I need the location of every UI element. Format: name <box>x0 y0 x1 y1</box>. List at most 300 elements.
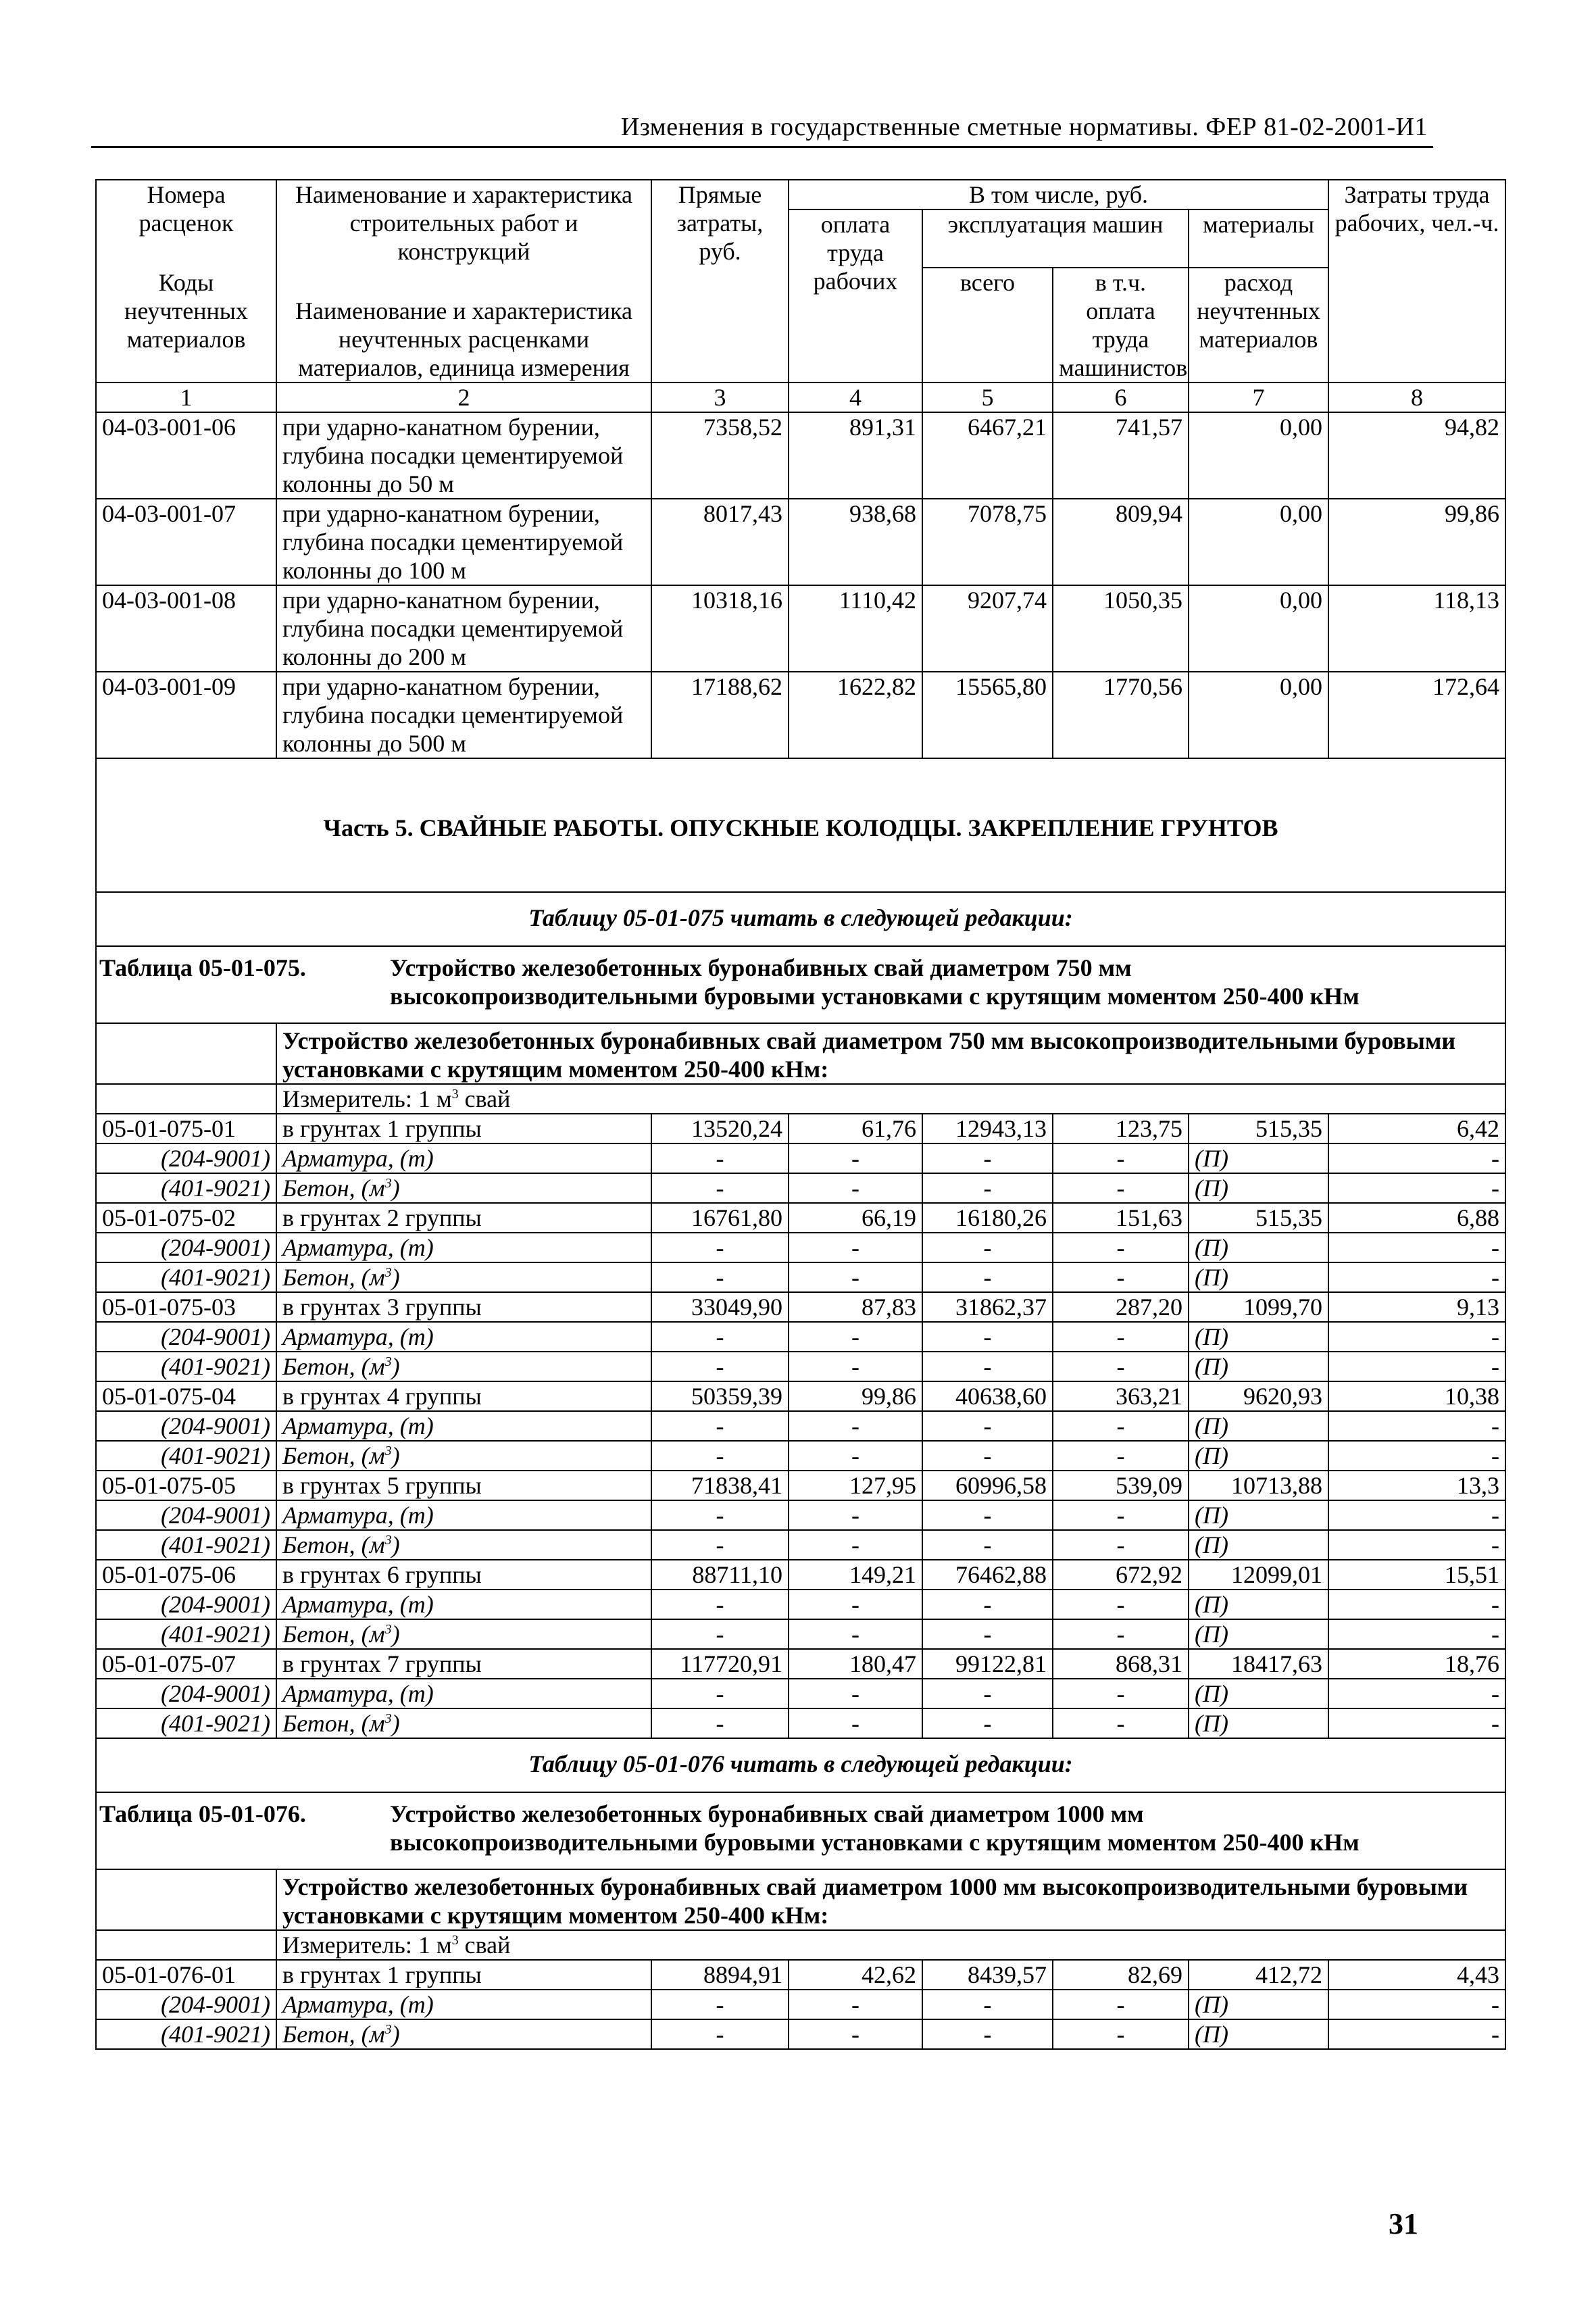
material-code: (401-9021) <box>96 1530 276 1560</box>
dash-cell: - <box>1053 1530 1189 1560</box>
material-resource: (П) <box>1189 1173 1328 1203</box>
work-description: в грунтах 4 группы <box>276 1381 651 1411</box>
dash-cell: - <box>922 2019 1053 2049</box>
material-name-text: Бетон, (м <box>282 1353 385 1380</box>
material-code: (204-9001) <box>96 1590 276 1619</box>
material-name-text: Бетон, (м <box>282 1621 385 1648</box>
direct-cost: 50359,39 <box>651 1381 789 1411</box>
materials-cost: 9620,93 <box>1189 1381 1328 1411</box>
material-resource: (П) <box>1189 1143 1328 1173</box>
dash-cell: - <box>789 1411 922 1441</box>
dash-cell: - <box>651 2019 789 2049</box>
part-title-row <box>96 758 1505 892</box>
dash-cell: - <box>651 1173 789 1203</box>
labor-hours: 6,88 <box>1328 1203 1505 1233</box>
material-code: (401-9021) <box>96 1619 276 1649</box>
material-code: (401-9021) <box>96 1352 276 1381</box>
dash-cell: - <box>1053 1173 1189 1203</box>
material-resource: (П) <box>1189 1708 1328 1738</box>
machinist-pay: 1050,35 <box>1053 585 1189 672</box>
labor-hours: 10,38 <box>1328 1381 1505 1411</box>
materials-cost: 0,00 <box>1189 499 1328 585</box>
redaction-note: Таблицу 05-01-076 читать в следующей редакции: <box>96 1738 1505 1792</box>
dash-cell: - <box>922 1990 1053 2019</box>
material-name <box>276 1143 651 1173</box>
material-name-text: Арматура, (т) <box>282 1234 434 1261</box>
material-name <box>276 1352 651 1381</box>
col-number: 3 <box>651 383 789 412</box>
material-row <box>96 1441 1505 1471</box>
dash-cell: - <box>1328 1352 1505 1381</box>
dash-cell: - <box>922 1411 1053 1441</box>
table-title-text: Устройство железобетонных буронабивных свай диаметром 750 мм высокопроизводительными буровыми установками с крутящим моментом 250-400 кНм <box>390 954 1360 1010</box>
material-name <box>276 1322 651 1352</box>
dash-cell: - <box>1053 1441 1189 1471</box>
table-row <box>96 1649 1505 1679</box>
dash-cell: - <box>922 1590 1053 1619</box>
header-names-cell: Наименование и характеристика строительных работ и конструкций Наименование и характеристика неучтенных расценками материалов, единица измерения <box>276 180 651 383</box>
material-unit-tail: ) <box>391 1621 400 1648</box>
material-resource: (П) <box>1189 2019 1328 2049</box>
labor-hours: 13,3 <box>1328 1471 1505 1500</box>
labor-hours: 99,86 <box>1328 499 1505 585</box>
material-unit-tail: ) <box>391 2021 400 2048</box>
work-description: при ударно-канатном бурении, глубина посадки цементируемой колонны до 50 м <box>276 412 651 499</box>
material-name <box>276 1619 651 1649</box>
material-unit-superscript: 3 <box>384 2022 392 2037</box>
dash-cell: - <box>1053 1708 1189 1738</box>
work-description: в грунтах 5 группы <box>276 1471 651 1500</box>
material-name <box>276 1990 651 2019</box>
dash-cell: - <box>1053 1411 1189 1441</box>
dash-cell: - <box>1328 1322 1505 1352</box>
material-resource: (П) <box>1189 1530 1328 1560</box>
machine-total: 15565,80 <box>922 672 1053 758</box>
dash-cell: - <box>789 1143 922 1173</box>
labor-pay: 127,95 <box>789 1471 922 1500</box>
rate-code: 04-03-001-09 <box>96 672 276 758</box>
dash-cell: - <box>789 1619 922 1649</box>
work-description: в грунтах 1 группы <box>276 1960 651 1990</box>
materials-cost: 515,35 <box>1189 1114 1328 1143</box>
material-code: (401-9021) <box>96 1708 276 1738</box>
direct-cost: 13520,24 <box>651 1114 789 1143</box>
material-row <box>96 2019 1505 2049</box>
material-unit-superscript: 3 <box>384 1444 392 1458</box>
col-number: 8 <box>1328 383 1505 412</box>
rate-code: 05-01-075-07 <box>96 1649 276 1679</box>
table-row <box>96 1960 1505 1990</box>
dash-cell: - <box>1328 1530 1505 1560</box>
machine-total: 8439,57 <box>922 1960 1053 1990</box>
direct-cost: 71838,41 <box>651 1471 789 1500</box>
material-name-text: Бетон, (м <box>282 2021 385 2048</box>
material-name <box>276 1530 651 1560</box>
direct-cost: 8017,43 <box>651 499 789 585</box>
direct-cost: 7358,52 <box>651 412 789 499</box>
dash-cell: - <box>651 1500 789 1530</box>
work-description: в грунтах 1 группы <box>276 1114 651 1143</box>
empty-cell <box>96 1869 276 1930</box>
machine-total: 31862,37 <box>922 1292 1053 1322</box>
rate-code: 04-03-001-07 <box>96 499 276 585</box>
dash-cell: - <box>651 1679 789 1708</box>
table-row <box>96 1114 1505 1143</box>
table-row <box>96 672 1505 758</box>
material-unit-tail: ) <box>391 1175 400 1202</box>
table-title <box>96 946 1505 1023</box>
material-resource: (П) <box>1189 1590 1328 1619</box>
table-row <box>96 412 1505 499</box>
dash-cell: - <box>1328 1500 1505 1530</box>
labor-pay: 66,19 <box>789 1203 922 1233</box>
machine-total: 12943,13 <box>922 1114 1053 1143</box>
labor-hours: 172,64 <box>1328 672 1505 758</box>
dash-cell: - <box>789 1233 922 1262</box>
direct-cost: 88711,10 <box>651 1560 789 1590</box>
table-title-text: Устройство железобетонных буронабивных свай диаметром 1000 мм высокопроизводительными буровыми установками с крутящим моментом 250-400 кНм <box>390 1800 1360 1856</box>
material-row <box>96 1990 1505 2019</box>
material-code: (401-9021) <box>96 1441 276 1471</box>
measure-superscript: 3 <box>451 1933 459 1948</box>
rate-code: 05-01-075-05 <box>96 1471 276 1500</box>
material-name-text: Арматура, (т) <box>282 1323 434 1350</box>
material-resource: (П) <box>1189 1679 1328 1708</box>
empty-cell <box>96 1930 276 1960</box>
material-resource: (П) <box>1189 1500 1328 1530</box>
rates-table <box>95 179 1506 2050</box>
dash-cell: - <box>789 1990 922 2019</box>
group-description: Устройство железобетонных буронабивных свай диаметром 750 мм высокопроизводительными буровыми установками с крутящим моментом 250-400 кНм: <box>276 1023 1505 1084</box>
machine-total: 6467,21 <box>922 412 1053 499</box>
material-code: (204-9001) <box>96 1322 276 1352</box>
labor-hours: 118,13 <box>1328 585 1505 672</box>
work-description: при ударно-канатном бурении, глубина посадки цементируемой колонны до 100 м <box>276 499 651 585</box>
dash-cell: - <box>922 1322 1053 1352</box>
material-row <box>96 1590 1505 1619</box>
material-unit-tail: ) <box>391 1531 400 1558</box>
part-title: Часть 5. СВАЙНЫЕ РАБОТЫ. ОПУСКНЫЕ КОЛОДЦЫ. ЗАКРЕПЛЕНИЕ ГРУНТОВ <box>96 758 1505 892</box>
material-row <box>96 1500 1505 1530</box>
dash-cell: - <box>922 1619 1053 1649</box>
rate-code: 05-01-075-01 <box>96 1114 276 1143</box>
machinist-pay: 1770,56 <box>1053 672 1189 758</box>
material-unit-superscript: 3 <box>384 1711 392 1726</box>
materials-cost: 412,72 <box>1189 1960 1328 1990</box>
material-resource: (П) <box>1189 1233 1328 1262</box>
dash-cell: - <box>1328 1619 1505 1649</box>
table-title-row <box>96 1792 1505 1869</box>
labor-hours: 15,51 <box>1328 1560 1505 1590</box>
dash-cell: - <box>922 1143 1053 1173</box>
dash-cell: - <box>1328 1233 1505 1262</box>
dash-cell: - <box>922 1352 1053 1381</box>
material-row <box>96 1679 1505 1708</box>
direct-cost: 10318,16 <box>651 585 789 672</box>
labor-pay: 87,83 <box>789 1292 922 1322</box>
rate-code: 05-01-076-01 <box>96 1960 276 1990</box>
labor-hours: 9,13 <box>1328 1292 1505 1322</box>
table-row <box>96 585 1505 672</box>
labor-hours: 6,42 <box>1328 1114 1505 1143</box>
dash-cell: - <box>1328 1990 1505 2019</box>
dash-cell: - <box>789 1173 922 1203</box>
header-machine-use: эксплуатация машин <box>922 210 1189 268</box>
material-name <box>276 1679 651 1708</box>
material-unit-tail: ) <box>391 1353 400 1380</box>
measure-text: Измеритель: 1 м <box>282 1931 452 1959</box>
rate-code: 05-01-075-03 <box>96 1292 276 1322</box>
material-unit-superscript: 3 <box>384 1622 392 1637</box>
labor-pay: 99,86 <box>789 1381 922 1411</box>
table-row <box>96 1203 1505 1233</box>
header-text: Изменения в государственные сметные нормативы. ФЕР 81-02-2001-И1 <box>620 113 1428 141</box>
header-direct-costs: Прямые затраты, руб. <box>651 180 789 383</box>
dash-cell: - <box>651 1590 789 1619</box>
dash-cell: - <box>1328 1679 1505 1708</box>
dash-cell: - <box>789 1590 922 1619</box>
machinist-pay: 123,75 <box>1053 1114 1189 1143</box>
redaction-note-row <box>96 1738 1505 1792</box>
dash-cell: - <box>651 1352 789 1381</box>
direct-cost: 33049,90 <box>651 1292 789 1322</box>
measure-tail: свай <box>458 1931 511 1959</box>
dash-cell: - <box>789 1530 922 1560</box>
dash-cell: - <box>922 1500 1053 1530</box>
redaction-note: Таблицу 05-01-075 читать в следующей редакции: <box>96 892 1505 946</box>
work-description: при ударно-канатном бурении, глубина посадки цементируемой колонны до 200 м <box>276 585 651 672</box>
dash-cell: - <box>789 1679 922 1708</box>
dash-cell: - <box>1328 1173 1505 1203</box>
material-row <box>96 1352 1505 1381</box>
dash-cell: - <box>651 1233 789 1262</box>
material-name-text: Арматура, (т) <box>282 1680 434 1707</box>
materials-cost: 1099,70 <box>1189 1292 1328 1322</box>
dash-cell: - <box>922 1233 1053 1262</box>
dash-cell: - <box>789 1352 922 1381</box>
empty-cell <box>96 1084 276 1114</box>
dash-cell: - <box>922 1530 1053 1560</box>
dash-cell: - <box>1053 1590 1189 1619</box>
direct-cost: 16761,80 <box>651 1203 789 1233</box>
machinist-pay: 809,94 <box>1053 499 1189 585</box>
header-labor-cost: Затраты труда рабочих, чел.-ч. <box>1328 180 1505 383</box>
material-unit-superscript: 3 <box>384 1265 392 1280</box>
dash-cell: - <box>1328 1708 1505 1738</box>
material-code: (401-9021) <box>96 1262 276 1292</box>
group-row <box>96 1869 1505 1930</box>
page-header <box>91 107 1433 148</box>
direct-cost: 17188,62 <box>651 672 789 758</box>
header-machinist-pay: в т.ч. оплата труда машинистов <box>1053 268 1189 383</box>
material-name <box>276 1500 651 1530</box>
header-total: всего <box>922 268 1053 383</box>
dash-cell: - <box>1328 1411 1505 1441</box>
machine-total: 16180,26 <box>922 1203 1053 1233</box>
materials-cost: 10713,88 <box>1189 1471 1328 1500</box>
header-materials: материалы <box>1189 210 1328 268</box>
material-name-text: Арматура, (т) <box>282 1591 434 1618</box>
machinist-pay: 539,09 <box>1053 1471 1189 1500</box>
materials-cost: 515,35 <box>1189 1203 1328 1233</box>
material-code: (204-9001) <box>96 1233 276 1262</box>
machine-total: 76462,88 <box>922 1560 1053 1590</box>
materials-cost: 0,00 <box>1189 412 1328 499</box>
material-code: (204-9001) <box>96 1500 276 1530</box>
dash-cell: - <box>1053 2019 1189 2049</box>
table-title <box>96 1792 1505 1869</box>
table-row <box>96 1381 1505 1411</box>
machinist-pay: 82,69 <box>1053 1960 1189 1990</box>
group-row <box>96 1023 1505 1084</box>
dash-cell: - <box>922 1262 1053 1292</box>
material-code: (204-9001) <box>96 1990 276 2019</box>
machinist-pay: 741,57 <box>1053 412 1189 499</box>
dash-cell: - <box>651 1530 789 1560</box>
dash-cell: - <box>1328 1262 1505 1292</box>
materials-cost: 12099,01 <box>1189 1560 1328 1590</box>
dash-cell: - <box>789 1322 922 1352</box>
dash-cell: - <box>651 1322 789 1352</box>
rate-code: 05-01-075-06 <box>96 1560 276 1590</box>
dash-cell: - <box>1053 1352 1189 1381</box>
labor-hours: 4,43 <box>1328 1960 1505 1990</box>
material-row <box>96 1708 1505 1738</box>
material-name <box>276 1173 651 1203</box>
material-row <box>96 1530 1505 1560</box>
table-title-row <box>96 946 1505 1023</box>
material-name <box>276 1262 651 1292</box>
dash-cell: - <box>922 1441 1053 1471</box>
material-resource: (П) <box>1189 1619 1328 1649</box>
dash-cell: - <box>1053 1619 1189 1649</box>
dash-cell: - <box>789 2019 922 2049</box>
material-code: (204-9001) <box>96 1143 276 1173</box>
material-code: (401-9021) <box>96 1173 276 1203</box>
measure-superscript: 3 <box>451 1087 459 1102</box>
dash-cell: - <box>1053 1262 1189 1292</box>
dash-cell: - <box>1053 1679 1189 1708</box>
machinist-pay: 868,31 <box>1053 1649 1189 1679</box>
material-code: (204-9001) <box>96 1679 276 1708</box>
dash-cell: - <box>651 1708 789 1738</box>
rate-code: 04-03-001-08 <box>96 585 276 672</box>
measure-unit <box>276 1930 1505 1960</box>
dash-cell: - <box>651 1619 789 1649</box>
material-name <box>276 1411 651 1441</box>
dash-cell: - <box>1053 1990 1189 2019</box>
material-resource: (П) <box>1189 1441 1328 1471</box>
header-codes-cell: Номера расценок Коды неучтенных материалов <box>96 180 276 383</box>
material-name-text: Бетон, (м <box>282 1531 385 1558</box>
material-name-text: Бетон, (м <box>282 1442 385 1469</box>
material-name-text: Арматура, (т) <box>282 1502 434 1529</box>
dash-cell: - <box>789 1708 922 1738</box>
material-name-text: Арматура, (т) <box>282 1412 434 1439</box>
material-resource: (П) <box>1189 1990 1328 2019</box>
machine-total: 9207,74 <box>922 585 1053 672</box>
labor-hours: 18,76 <box>1328 1649 1505 1679</box>
material-row <box>96 1233 1505 1262</box>
col-number: 5 <box>922 383 1053 412</box>
machine-total: 60996,58 <box>922 1471 1053 1500</box>
material-row <box>96 1143 1505 1173</box>
table-row <box>96 499 1505 585</box>
direct-cost: 8894,91 <box>651 1960 789 1990</box>
rate-code: 05-01-075-04 <box>96 1381 276 1411</box>
material-name <box>276 1590 651 1619</box>
machine-total: 99122,81 <box>922 1649 1053 1679</box>
measure-unit <box>276 1084 1505 1114</box>
dash-cell: - <box>1328 2019 1505 2049</box>
labor-pay: 938,68 <box>789 499 922 585</box>
measure-row <box>96 1084 1505 1114</box>
material-resource: (П) <box>1189 1322 1328 1352</box>
material-unit-tail: ) <box>391 1442 400 1469</box>
material-resource: (П) <box>1189 1262 1328 1292</box>
material-resource: (П) <box>1189 1352 1328 1381</box>
dash-cell: - <box>651 1411 789 1441</box>
material-code: (204-9001) <box>96 1411 276 1441</box>
table-row <box>96 1560 1505 1590</box>
col-number: 7 <box>1189 383 1328 412</box>
table-row <box>96 1292 1505 1322</box>
material-unit-superscript: 3 <box>384 1533 392 1548</box>
labor-pay: 61,76 <box>789 1114 922 1143</box>
machinist-pay: 672,92 <box>1053 1560 1189 1590</box>
col-number: 4 <box>789 383 922 412</box>
dash-cell: - <box>922 1708 1053 1738</box>
material-unit-tail: ) <box>391 1710 400 1737</box>
dash-cell: - <box>651 1143 789 1173</box>
redaction-note-row <box>96 892 1505 946</box>
work-description: в грунтах 2 группы <box>276 1203 651 1233</box>
dash-cell: - <box>789 1441 922 1471</box>
labor-pay: 1110,42 <box>789 585 922 672</box>
material-row <box>96 1322 1505 1352</box>
col-number: 1 <box>96 383 276 412</box>
material-unit-superscript: 3 <box>384 1176 392 1191</box>
material-name-text: Арматура, (т) <box>282 1145 434 1172</box>
material-name-text: Бетон, (м <box>282 1264 385 1291</box>
labor-pay: 180,47 <box>789 1649 922 1679</box>
dash-cell: - <box>922 1679 1053 1708</box>
machine-total: 40638,60 <box>922 1381 1053 1411</box>
header-labor-pay: оплата труда рабочих <box>789 210 922 383</box>
material-row <box>96 1619 1505 1649</box>
labor-pay: 149,21 <box>789 1560 922 1590</box>
labor-pay: 1622,82 <box>789 672 922 758</box>
machinist-pay: 363,21 <box>1053 1381 1189 1411</box>
machine-total: 7078,75 <box>922 499 1053 585</box>
dash-cell: - <box>1053 1500 1189 1530</box>
work-description: при ударно-канатном бурении, глубина посадки цементируемой колонны до 500 м <box>276 672 651 758</box>
material-name-text: Бетон, (м <box>282 1710 385 1737</box>
group-description: Устройство железобетонных буронабивных свай диаметром 1000 мм высокопроизводительными буровыми установками с крутящим моментом 250-400 кНм: <box>276 1869 1505 1930</box>
dash-cell: - <box>1328 1590 1505 1619</box>
empty-cell <box>96 1023 276 1084</box>
work-description: в грунтах 6 группы <box>276 1560 651 1590</box>
work-description: в грунтах 3 группы <box>276 1292 651 1322</box>
page-number: 31 <box>1389 2207 1418 2240</box>
direct-cost: 117720,91 <box>651 1649 789 1679</box>
dash-cell: - <box>651 1441 789 1471</box>
dash-cell: - <box>1328 1441 1505 1471</box>
table-number: Таблица 05-01-076. <box>99 1800 306 1827</box>
material-unit-tail: ) <box>391 1264 400 1291</box>
table-number: Таблица 05-01-075. <box>99 954 306 981</box>
dash-cell: - <box>1053 1322 1189 1352</box>
